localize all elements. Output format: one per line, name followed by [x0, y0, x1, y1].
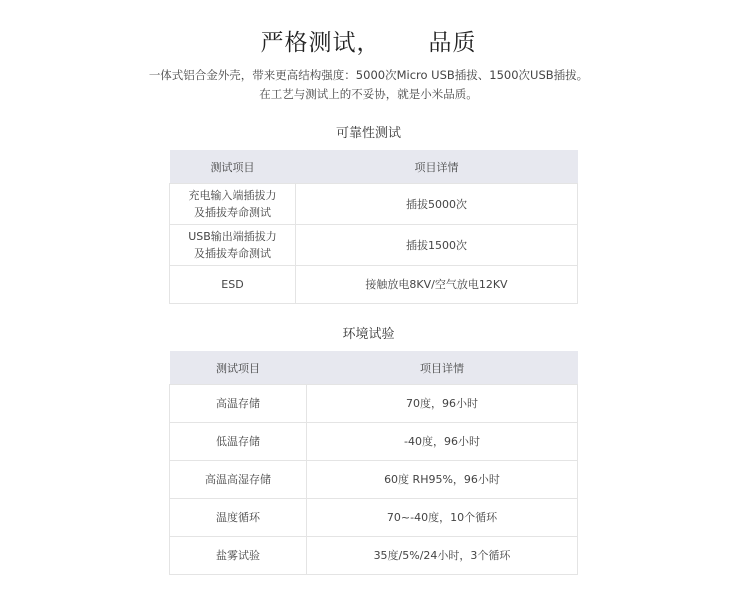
reliability-table [169, 150, 578, 304]
test-item-cell: 高温高湿存储 [170, 461, 307, 499]
table-row [170, 537, 578, 575]
environment-table [169, 351, 578, 575]
test-item-line: 及插拔寿命测试 [194, 206, 271, 219]
table-row [170, 499, 578, 537]
description-line-2: 在工艺与测试上的不妥协，就是小米品质。 [259, 87, 478, 101]
test-detail-cell: 70~-40度，10个循环 [307, 499, 578, 537]
table-row [170, 184, 578, 225]
reliability-section-title: 可靠性测试 [335, 126, 401, 141]
test-item-cell: 低温存储 [170, 423, 307, 461]
table-header-row [170, 351, 578, 385]
table-row [170, 461, 578, 499]
test-item-cell [170, 184, 296, 225]
test-detail-cell: 插拔1500次 [296, 225, 578, 266]
description-line-1: 一体式铝合金外壳，带来更高结构强度：5000次Micro USB插拔、1500次USB插拔。 [148, 68, 589, 82]
test-item-cell [170, 225, 296, 266]
column-header: 项目详情 [307, 351, 578, 385]
test-item-cell: 高温存储 [170, 385, 307, 423]
test-item-cell: ESD [170, 266, 296, 304]
test-detail-cell: -40度，96小时 [307, 423, 578, 461]
test-item-cell: 温度循环 [170, 499, 307, 537]
test-item-cell: 盐雾试验 [170, 537, 307, 575]
title-right: 品质 [428, 30, 477, 56]
table-header-row [170, 150, 578, 184]
table-row [170, 225, 578, 266]
title-left: 严格测试， [260, 30, 381, 56]
page-title [0, 24, 737, 57]
column-header: 测试项目 [170, 351, 307, 385]
table-row [170, 266, 578, 304]
table-row [170, 423, 578, 461]
table-row [170, 385, 578, 423]
test-item-line: 充电输入端插拔力 [188, 189, 277, 202]
test-detail-cell: 70度，96小时 [307, 385, 578, 423]
test-item-line: USB输出端插拔力 [188, 230, 277, 243]
column-header: 项目详情 [296, 150, 578, 184]
environment-section-title: 环境试验 [342, 327, 395, 342]
test-detail-cell: 60度 RH95%，96小时 [307, 461, 578, 499]
test-detail-cell: 35度/5%/24小时，3个循环 [307, 537, 578, 575]
test-detail-cell: 插拔5000次 [296, 184, 578, 225]
test-item-line: 及插拔寿命测试 [194, 247, 271, 260]
column-header: 测试项目 [170, 150, 296, 184]
test-detail-cell: 接触放电8KV/空气放电12KV [296, 266, 578, 304]
